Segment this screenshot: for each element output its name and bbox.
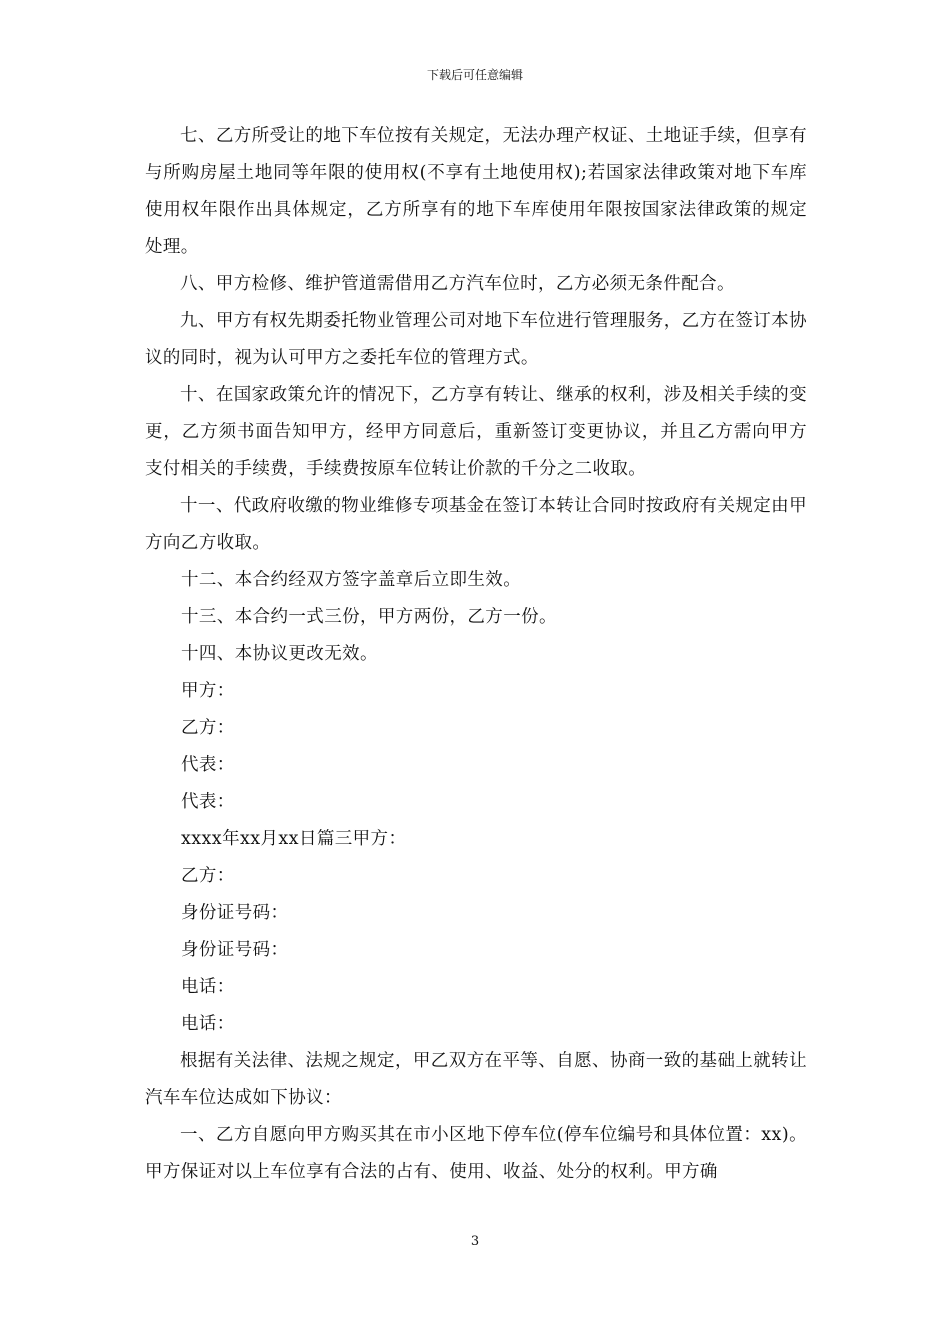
clause-13: 十三、本合约一式三份，甲方两份，乙方一份。 [181,607,557,627]
party-b-label: 乙方： [181,718,235,738]
id-number-label: 身份证号码： [181,903,289,923]
clause-9: 九、甲方有权先期委托物业管理公司对地下车位进行管理服务，乙方在签订本协议的同时，视为认可甲方之委托车位的管理方式。 [145,311,807,368]
preamble-paragraph: 根据有关法律、法规之规定，甲乙双方在平等、自愿、协商一致的基础上就转让汽车车位达成如下协议： [145,1051,807,1108]
representative-label: 代表： [181,792,235,812]
phone-label: 电话： [181,1014,235,1034]
date-and-party-a-label: xxxx年xx月xx日篇三甲方： [181,829,407,849]
party-a-label: 甲方： [181,681,235,701]
clause-11: 十一、代政府收缴的物业维修专项基金在签订本转让合同时按政府有关规定由甲方向乙方收取。 [145,496,807,553]
phone-label: 电话： [181,977,235,997]
page-header: 下载后可任意编辑 [426,68,523,82]
clause-7: 七、乙方所受让的地下车位按有关规定，无法办理产权证、土地证手续，但享有与所购房屋土地同等年限的使用权(不享有土地使用权);若国家法律政策对地下车库使用权年限作出具体规定，乙方所享有的地下车库使用年限按国家法律政策的规定处理。 [145,126,807,257]
id-number-label: 身份证号码： [181,940,289,960]
party-b-label: 乙方： [181,866,235,886]
clause-1: 一、乙方自愿向甲方购买其在市小区地下停车位(停车位编号和具体位置：xx)。甲方保证对以上车位享有合法的占有、使用、收益、处分的权利。甲方确 [145,1125,807,1182]
document-body [145,118,807,1191]
clause-12: 十二、本合约经双方签字盖章后立即生效。 [181,570,522,590]
page-number: 3 [470,1234,480,1249]
representative-label: 代表： [181,755,235,775]
clause-8: 八、甲方检修、维护管道需借用乙方汽车位时，乙方必须无条件配合。 [180,274,735,294]
clause-10: 十、在国家政策允许的情况下，乙方享有转让、继承的权利，涉及相关手续的变更，乙方须书面告知甲方，经甲方同意后，重新签订变更协议，并且乙方需向甲方支付相关的手续费，手续费按原车位转让价款的千分之二收取。 [145,385,807,479]
clause-14: 十四、本协议更改无效。 [181,644,378,664]
